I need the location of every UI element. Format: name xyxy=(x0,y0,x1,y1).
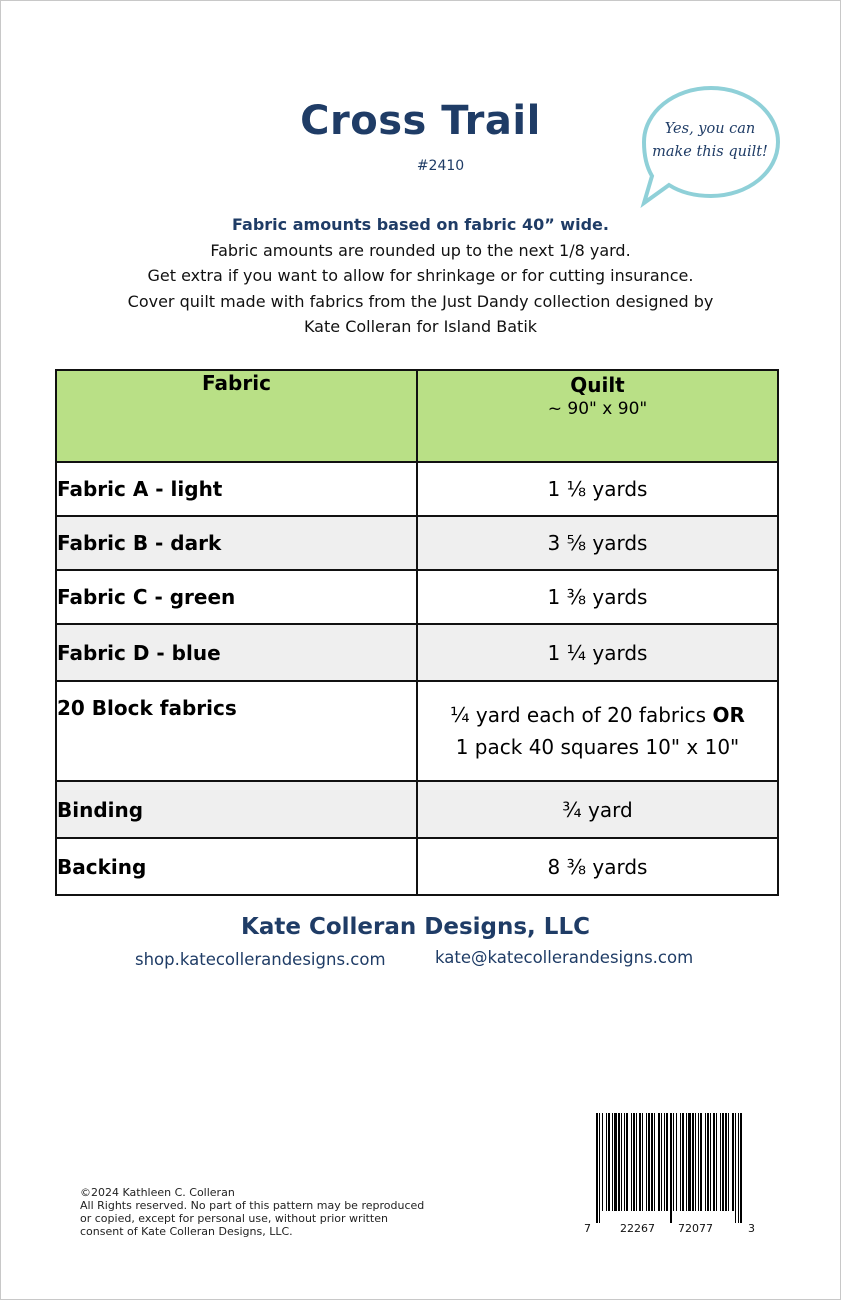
row-amount: 3 ⅝ yards xyxy=(417,516,778,570)
row-amount-line-2: 1 pack 40 squares 10" x 10" xyxy=(455,735,740,759)
header-quilt-title: Quilt xyxy=(570,373,625,397)
barcode-digit: 3 xyxy=(748,1222,755,1235)
row-amount: 1 ⅛ yards xyxy=(417,462,778,516)
row-amount-line-1 xyxy=(418,699,777,731)
copyright-line: All Rights reserved. No part of this pattern may be reproduced xyxy=(80,1199,425,1212)
company-name: Kate Colleran Designs, LLC xyxy=(241,914,590,940)
barcode-digit: 72077 xyxy=(678,1222,713,1235)
fabric-width-note: Fabric amounts based on fabric 40” wide. xyxy=(232,215,609,234)
copyright-line: ©2024 Kathleen C. Colleran xyxy=(80,1186,235,1199)
row-label: Binding xyxy=(56,781,417,838)
rounding-note: Fabric amounts are rounded up to the next 1/8 yard. xyxy=(210,240,631,260)
shop-link[interactable]: shop.katecollerandesigns.com xyxy=(135,950,386,969)
pattern-number: #2410 xyxy=(416,158,465,174)
fabric-requirements-table xyxy=(55,369,779,896)
row-amount-text: ¼ yard each of 20 fabrics xyxy=(450,703,713,727)
table-row xyxy=(56,681,778,781)
row-amount: 8 ⅜ yards xyxy=(417,838,778,895)
header-quilt xyxy=(417,370,778,462)
table-row xyxy=(56,462,778,516)
barcode-digit: 7 xyxy=(584,1222,591,1235)
copyright-notice xyxy=(80,1186,424,1238)
copyright-line: or copied, except for personal use, without prior written xyxy=(80,1212,388,1225)
pattern-title: Cross Trail xyxy=(300,98,541,144)
barcode-digit: 22267 xyxy=(620,1222,655,1235)
barcode-icon xyxy=(594,1113,744,1223)
header-fabric: Fabric xyxy=(56,370,417,462)
row-amount: 1 ⅜ yards xyxy=(417,570,778,624)
speech-bubble-text xyxy=(640,118,780,164)
row-label: Backing xyxy=(56,838,417,895)
row-amount: 1 ¼ yards xyxy=(417,624,778,681)
table-header-row xyxy=(56,370,778,462)
email-link[interactable]: kate@katecollerandesigns.com xyxy=(435,948,694,967)
row-amount: ¾ yard xyxy=(417,781,778,838)
row-label: 20 Block fabrics xyxy=(56,681,417,781)
table-row xyxy=(56,781,778,838)
table-row xyxy=(56,838,778,895)
row-label: Fabric B - dark xyxy=(56,516,417,570)
bubble-line-2: make this quilt! xyxy=(652,144,768,160)
table-row xyxy=(56,516,778,570)
or-emphasis: OR xyxy=(712,703,745,727)
collection-note: Cover quilt made with fabrics from the Just Dandy collection designed by xyxy=(127,291,714,311)
row-label: Fabric A - light xyxy=(56,462,417,516)
designer-note: Kate Colleran for Island Batik xyxy=(303,317,538,336)
shrinkage-note: Get extra if you want to allow for shrinkage or for cutting insurance. xyxy=(147,266,694,285)
bubble-line-1: Yes, you can xyxy=(664,121,756,137)
fabric-notes xyxy=(0,212,841,340)
row-amount xyxy=(417,681,778,781)
row-label: Fabric C - green xyxy=(56,570,417,624)
table-row xyxy=(56,624,778,681)
table-row xyxy=(56,570,778,624)
header-quilt-size: ~ 90" x 90" xyxy=(547,399,648,419)
row-label: Fabric D - blue xyxy=(56,624,417,681)
copyright-line: consent of Kate Colleran Designs, LLC. xyxy=(80,1225,293,1238)
